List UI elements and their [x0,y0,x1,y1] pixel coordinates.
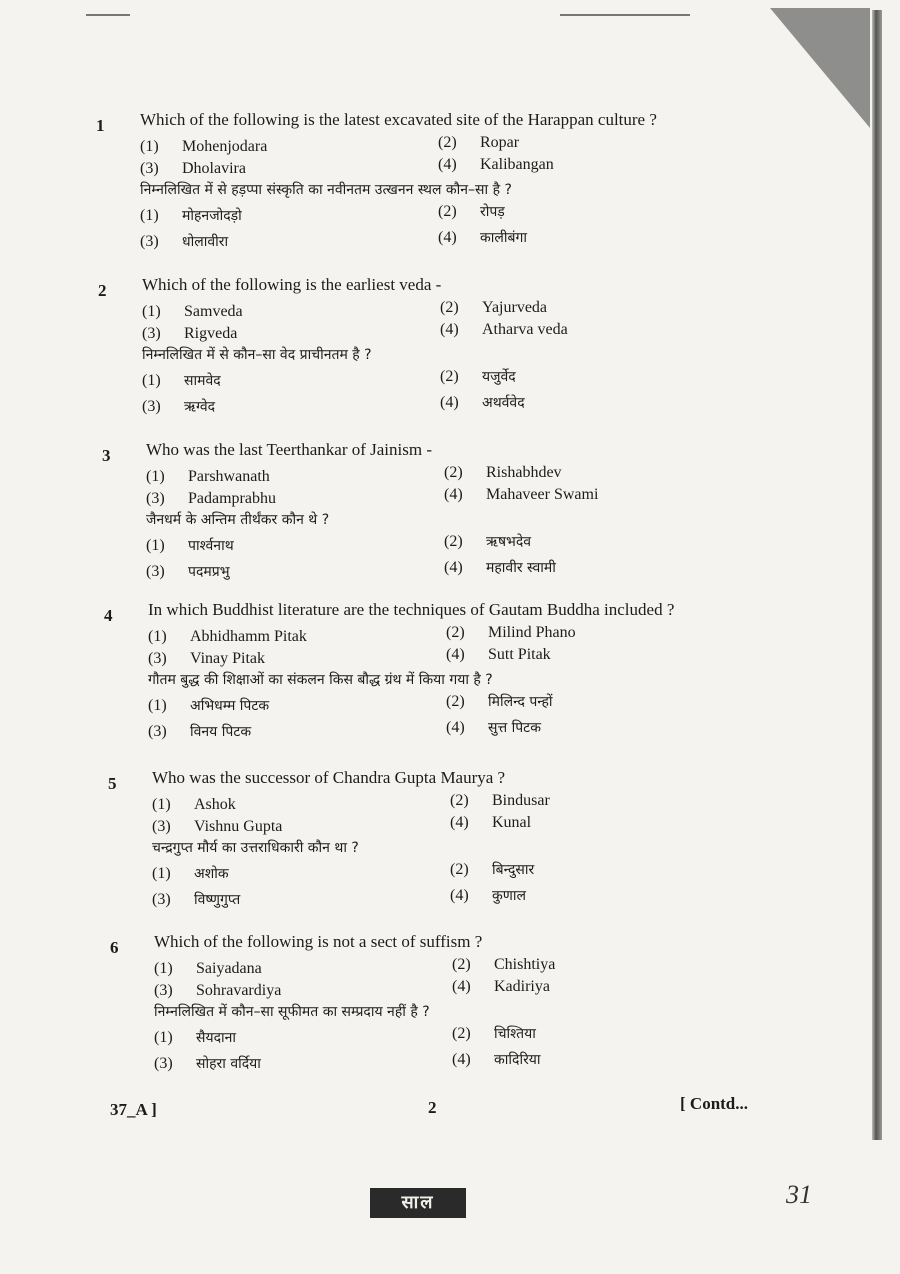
option-number: (1) [148,628,167,645]
page-corner-shadow [770,8,870,128]
option-hindi [154,1028,236,1047]
option-english [444,464,562,482]
option-text: कादिरिया [494,1052,541,1068]
option-hindi [450,860,534,879]
option-hindi [438,228,527,247]
option-text: महावीर स्वामी [486,560,556,576]
option-number: (3) [146,490,165,507]
option-text: Sutt Pitak [488,646,551,663]
option-text: Ropar [480,134,520,151]
option-number: (3) [146,563,165,580]
option-number: (3) [152,891,171,908]
option-number: (4) [450,814,469,831]
question-text-english: Which of the following is the latest excavated site of the Harappan culture ? [140,110,657,129]
option-number: (3) [148,650,167,667]
option-hindi [140,232,228,251]
option-english [444,486,598,504]
option-number: (1) [142,372,161,389]
question-text-hindi: निम्नलिखित में से कौन–सा वेद प्राचीनतम है ? [142,347,372,363]
option-number: (1) [140,138,159,155]
option-number: (2) [452,1025,471,1042]
option-hindi [152,890,240,909]
paper-code: 37_A ] [110,1100,157,1119]
option-text: Yajurveda [482,299,548,316]
option-text: बिन्दुसार [492,862,535,878]
option-text: Sohravardiya [196,982,282,999]
question-text-hindi: जैनधर्म के अन्तिम तीर्थंकर कौन थे ? [146,512,330,528]
question-number: 1 [96,116,105,135]
question-number: 5 [108,774,117,793]
option-number: (4) [452,1051,471,1068]
option-text: Saiyadana [196,960,262,977]
option-english [154,960,262,978]
option-text: यजुर्वेद [482,369,516,385]
option-text: Parshwanath [188,468,270,485]
question-number: 4 [104,606,113,625]
option-english [446,646,551,664]
option-text: Rishabhdev [486,464,562,481]
option-text: Chishtiya [494,956,556,973]
option-number: (4) [450,887,469,904]
option-text: Mohenjodara [182,138,268,155]
option-number: (1) [142,303,161,320]
option-hindi [444,558,556,577]
option-number: (2) [450,861,469,878]
option-number: (1) [154,1029,173,1046]
continued-label: [ Contd... [680,1094,749,1113]
option-english [450,792,550,810]
question-text-hindi: गौतम बुद्ध की शिक्षाओं का संकलन किस बौद्ध ग्रंथ में किया गया है ? [148,672,493,688]
option-number: (2) [450,792,469,809]
option-number: (4) [438,156,457,173]
option-text: Mahaveer Swami [486,486,599,503]
option-number: (4) [444,559,463,576]
option-english [152,796,236,814]
question-number: 2 [98,281,107,300]
option-hindi [152,864,229,883]
option-text: सामवेद [184,373,221,389]
option-hindi [142,397,215,416]
option-text: Padamprabhu [188,490,276,507]
option-text: Abhidhamm Pitak [190,628,307,645]
option-number: (3) [148,723,167,740]
option-hindi [446,718,541,737]
option-number: (4) [438,229,457,246]
question-text-english: Which of the following is the earliest veda - [142,275,442,294]
question-text-english: Who was the last Teerthankar of Jainism - [146,440,432,459]
option-text: पदमप्रभु [188,564,230,580]
option-text: सोहरा वर्दिया [196,1056,261,1072]
option-text: विष्णुगुप्त [194,892,241,908]
option-text: Bindusar [492,792,550,809]
option-english [146,490,276,508]
option-text: Ashok [194,796,236,813]
option-number: (3) [154,1055,173,1072]
option-english [146,468,270,486]
option-number: (2) [440,299,459,316]
option-number: (3) [152,818,171,835]
option-text: Vinay Pitak [190,650,266,667]
option-text: Dholavira [182,160,246,177]
option-text: विनय पिटक [190,724,252,740]
option-hindi [450,886,526,905]
option-number: (3) [140,160,159,177]
option-hindi [440,393,525,412]
option-number: (2) [444,533,463,550]
scan-mark [86,14,130,16]
option-text: ऋग्वेद [184,399,216,415]
option-number: (4) [446,719,465,736]
option-text: मिलिन्द पन्हों [488,694,553,710]
option-text: धोलावीरा [182,234,229,250]
question-number: 3 [102,446,111,465]
question-text-english: Which of the following is not a sect of suffism ? [154,932,483,951]
option-number: (4) [440,394,459,411]
option-hindi [146,562,230,581]
option-english [438,134,519,152]
option-hindi [438,202,505,221]
option-number: (2) [452,956,471,973]
option-number: (2) [438,134,457,151]
option-hindi [440,367,516,386]
option-english [152,818,282,836]
option-hindi [140,206,242,225]
option-text: अथर्ववेद [482,395,525,411]
option-english [148,628,307,646]
page-binding-edge [872,10,882,1140]
option-hindi [444,532,531,551]
scan-mark [560,14,690,16]
option-hindi [146,536,234,555]
option-text: पार्श्वनाथ [188,538,234,554]
option-english [142,303,243,321]
option-number: (2) [446,624,465,641]
option-english [452,956,555,974]
option-text: कुणाल [492,888,526,904]
option-text: Vishnu Gupta [194,818,283,835]
option-number: (4) [444,486,463,503]
option-text: चिश्तिया [494,1026,536,1042]
option-hindi [148,722,251,741]
question-text-english: In which Buddhist literature are the techniques of Gautam Buddha included ? [148,600,675,619]
option-hindi [154,1054,261,1073]
option-text: कालीबंगा [480,230,527,246]
option-text: Kunal [492,814,532,831]
option-number: (1) [148,697,167,714]
option-number: (4) [452,978,471,995]
option-text: Milind Phano [488,624,576,641]
question-text-hindi: निम्नलिखित में कौन–सा सूफीमत का सम्प्रदाय नहीं है ? [154,1004,430,1020]
option-text: सैयदाना [196,1030,237,1046]
option-text: मोहनजोदड़ो [182,208,242,224]
stamp-logo: साल [370,1188,466,1218]
option-text: सुत्त पिटक [488,720,541,736]
option-text: Samveda [184,303,243,320]
option-english [142,325,237,343]
option-english [440,299,547,317]
option-number: (1) [140,207,159,224]
option-english [148,650,265,668]
question-text-english: Who was the successor of Chandra Gupta Maurya ? [152,768,506,787]
option-number: (1) [152,865,171,882]
option-number: (1) [154,960,173,977]
option-hindi [148,696,269,715]
handwritten-page-number: 31 [786,1180,812,1209]
question-number: 6 [110,938,119,957]
option-english [450,814,531,832]
option-text: अभिधम्म पिटक [190,698,270,714]
option-number: (1) [146,468,165,485]
option-hindi [446,692,553,711]
option-number: (3) [140,233,159,250]
option-number: (3) [142,325,161,342]
option-number: (3) [142,398,161,415]
option-hindi [452,1024,536,1043]
option-text: ऋषभदेव [486,534,532,550]
option-english [440,321,568,339]
option-number: (1) [146,537,165,554]
option-english [140,160,246,178]
option-text: अशोक [194,866,229,882]
option-number: (2) [438,203,457,220]
option-number: (2) [440,368,459,385]
option-english [452,978,550,996]
option-text: Atharva veda [482,321,568,338]
option-english [446,624,576,642]
option-number: (1) [152,796,171,813]
question-text-hindi: निम्नलिखित में से हड़प्पा संस्कृति का नवीनतम उत्खनन स्थल कौन–सा है ? [140,182,512,198]
option-english [154,982,281,1000]
option-english [140,138,267,156]
option-text: Rigveda [184,325,238,342]
option-text: Kadiriya [494,978,550,995]
option-hindi [142,371,221,390]
option-hindi [452,1050,541,1069]
option-number: (4) [446,646,465,663]
option-english [438,156,554,174]
option-number: (2) [444,464,463,481]
question-text-hindi: चन्द्रगुप्त मौर्य का उत्तराधिकारी कौन था ? [152,840,359,856]
option-text: रोपड़ [480,204,505,220]
option-number: (2) [446,693,465,710]
page-number: 2 [428,1098,437,1117]
option-number: (4) [440,321,459,338]
option-number: (3) [154,982,173,999]
option-text: Kalibangan [480,156,554,173]
